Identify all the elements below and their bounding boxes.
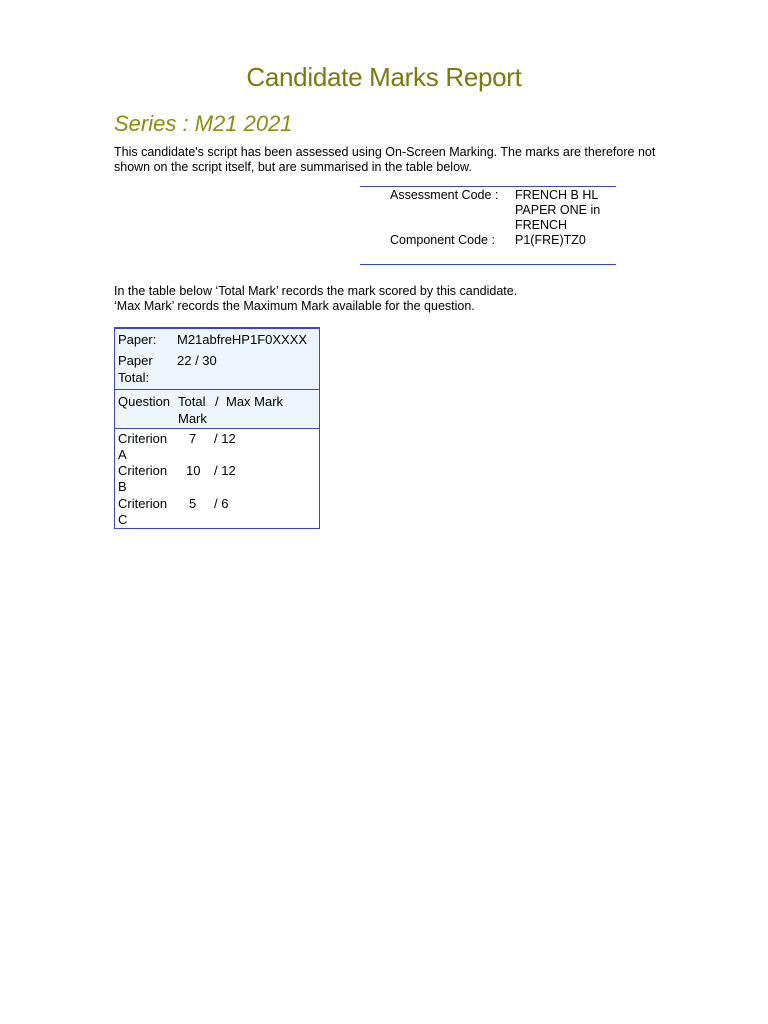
row-a-total: 7 [189,431,197,446]
assessment-code-line-2: PAPER ONE in [515,203,601,217]
paper-label: Paper: [118,332,157,347]
assessment-code-line-3: FRENCH [515,218,568,232]
table-explanation [114,284,674,314]
row-c-max: / 6 [214,496,229,511]
assessment-code-label: Assessment Code : [390,188,499,202]
column-header-row [115,390,319,429]
paper-total-label-1: Paper [118,353,153,368]
paper-value: M21abfreHP1F0XXXX [177,332,308,347]
col-total-header-2: Mark [178,411,207,426]
page-title: Candidate Marks Report [246,62,522,92]
intro-paragraph: This candidate's script has been assessed using On-Screen Marking. The marks are therefore not shown on the script itself, but are summarised in the table below. [114,145,656,174]
marks-table [114,327,320,529]
row-b-question-1: Criterion [118,463,168,478]
component-code-value: P1(FRE)TZ0 [515,233,586,247]
col-max-header: Max Mark [226,394,284,409]
row-b-total: 10 [186,463,201,478]
col-question-header: Question [118,394,171,409]
paper-section [115,329,319,390]
criteria-rows [115,429,319,528]
component-code-label: Component Code : [390,233,495,247]
series-heading: Series : M21 2021 [114,111,293,136]
row-c-total: 5 [189,496,197,511]
assessment-code-line-1: FRENCH B HL [515,188,599,202]
paper-total-label-2: Total: [118,370,150,385]
row-b-max: / 12 [214,463,236,478]
assessment-info-box [360,186,616,265]
row-a-question-2: A [118,447,127,462]
col-separator: / [215,394,219,409]
row-a-question-1: Criterion [118,431,168,446]
note-line-2: ‘Max Mark’ records the Maximum Mark available for the question. [114,299,475,313]
note-line-1: In the table below ‘Total Mark’ records the mark scored by this candidate. [114,284,518,298]
row-b-question-2: B [118,479,127,494]
row-a-max: / 12 [214,431,236,446]
col-total-header-1: Total [178,394,206,409]
paper-total-value: 22 / 30 [177,353,217,368]
row-c-question-1: Criterion [118,496,168,511]
row-c-question-2: C [118,512,128,527]
